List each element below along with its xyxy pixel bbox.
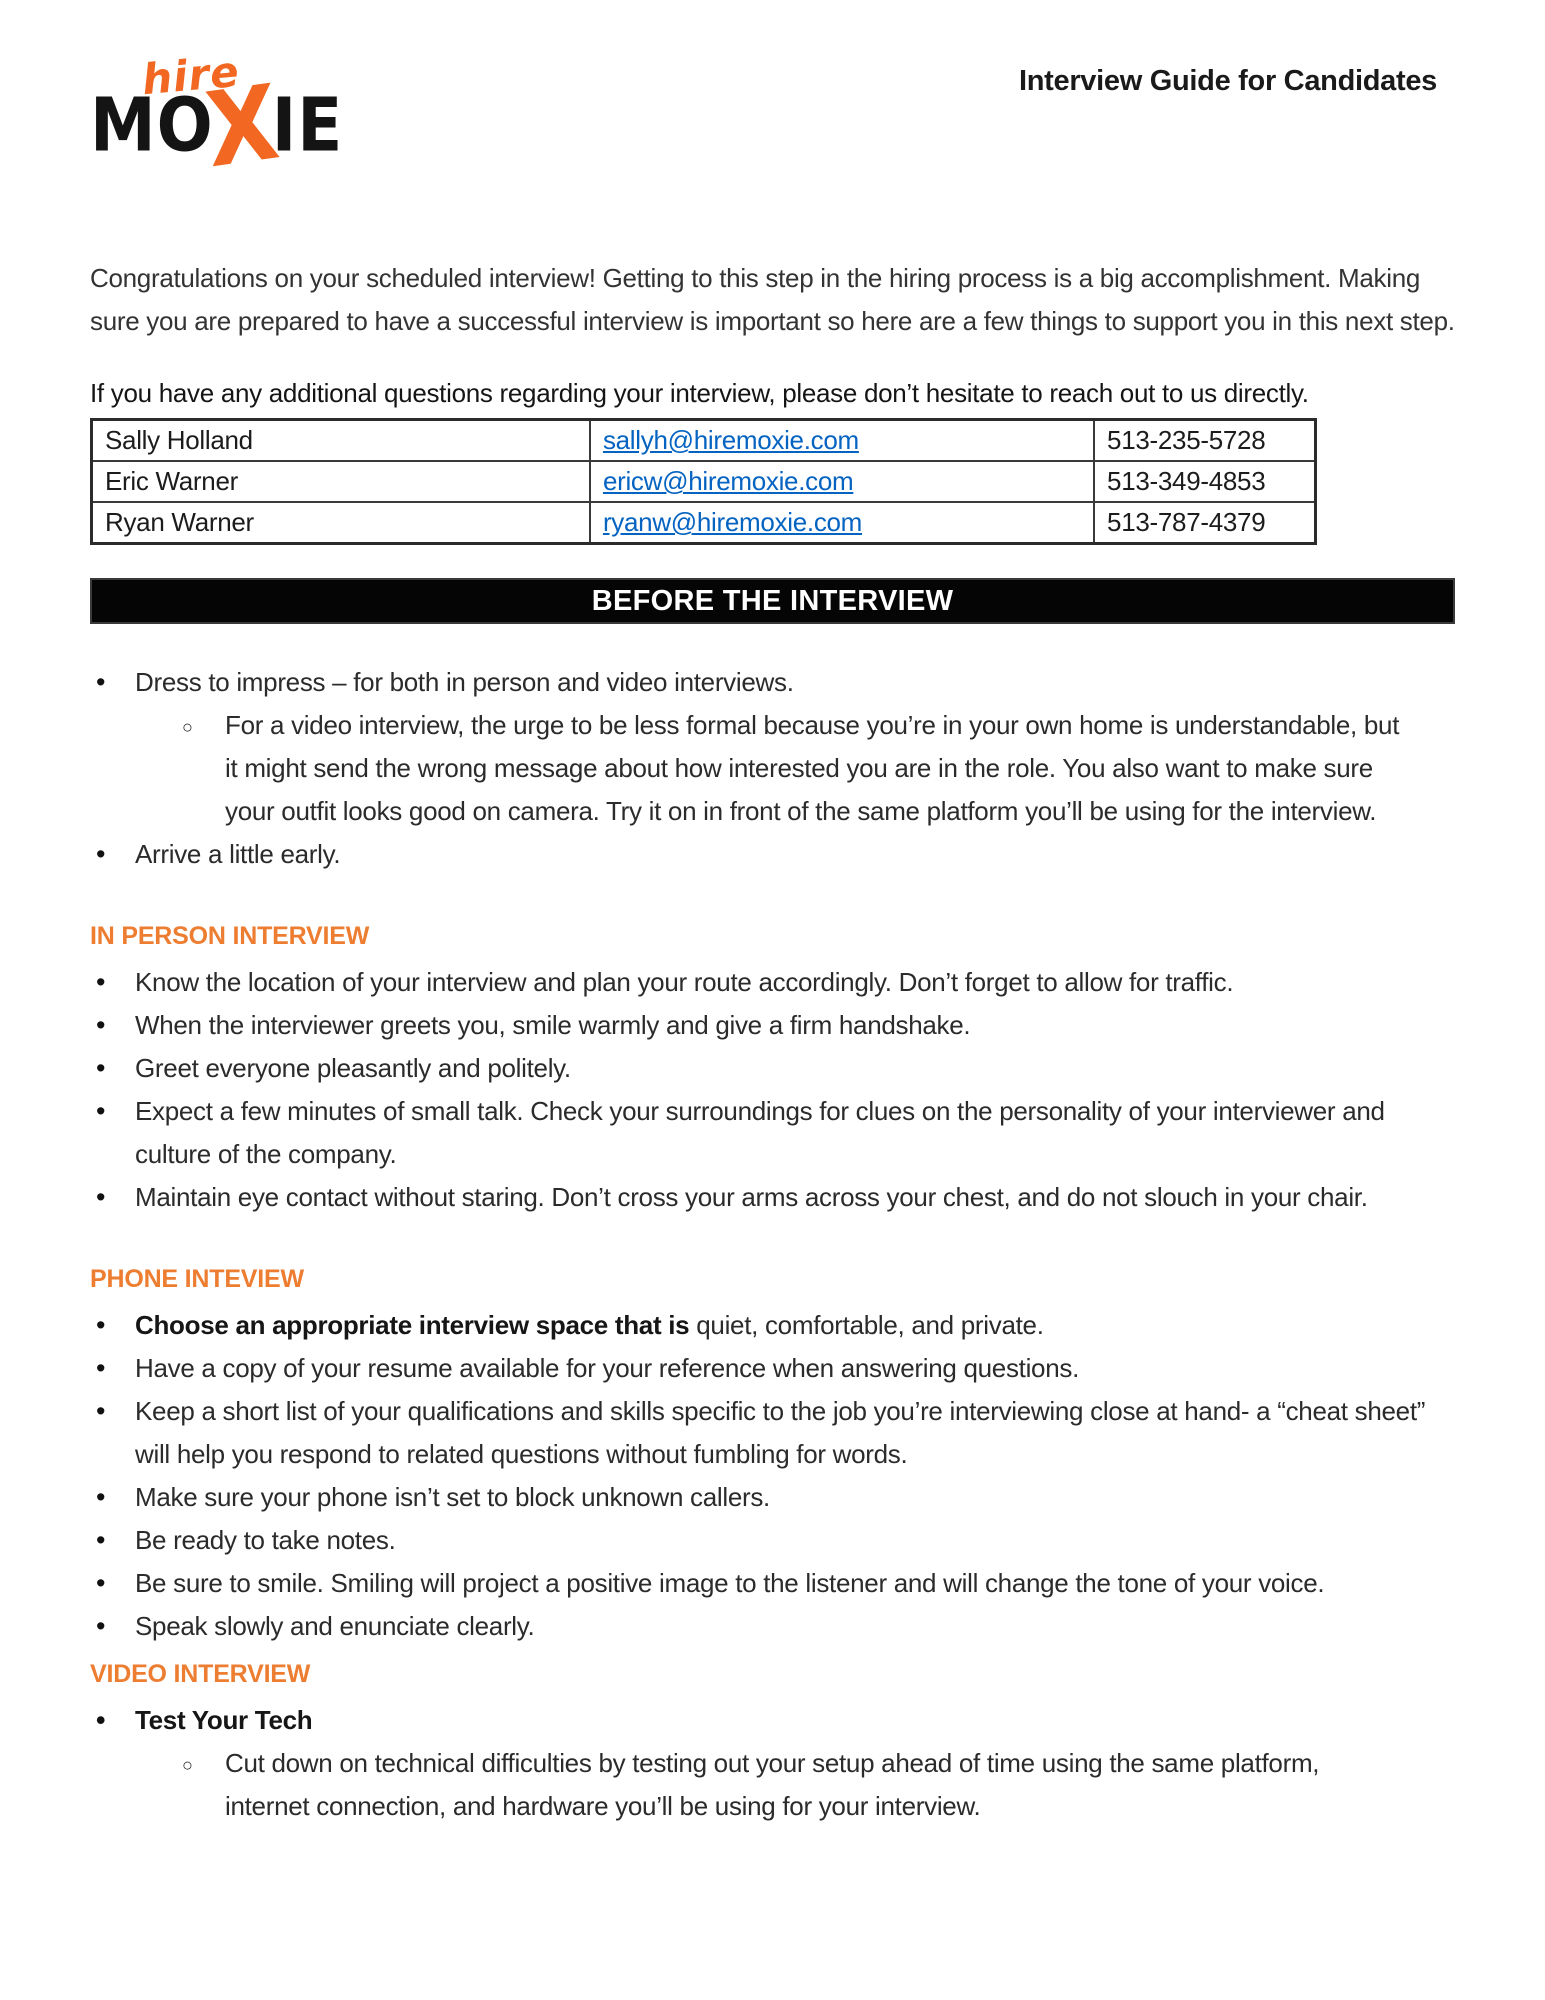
list-subitem [90,704,1420,833]
list-item: • Keep a short list of your qualifications and skills specific to the job you’re interviewing close at hand- a “cheat sheet” will help you respond to related questions without fumbling for words. [90,1390,1455,1476]
list-subitem-text: For a video interview, the urge to be less formal because you’re in your own home is understandable, but it might send the wrong message about how interested you are in the role. You also want to make sure your outfit looks good on camera. Try it on in front of the same platform you’ll be using for the interview. [225,710,1400,826]
contact-name-cell: Sally Holland [92,420,590,462]
logo-wordmark-mo: MO [90,82,214,169]
contact-table [90,418,1317,545]
section-banner [90,578,1455,624]
list-subitem [90,1742,1420,1828]
section-heading-in-person: IN PERSON INTERVIEW [90,922,370,950]
list-item: • Be ready to take notes. [90,1519,1455,1562]
contact-email-link[interactable]: ryanw@hiremoxie.com [602,507,863,537]
before-interview-list [90,661,1455,876]
video-list [90,1699,1455,1828]
list-item-rest: quiet, comfortable, and private. [689,1310,1044,1340]
list-item [90,1304,1455,1347]
contact-phone-cell: 513-349-4853 [1094,461,1315,502]
section-heading-video: VIDEO INTERVIEW [90,1660,311,1688]
section-banner-title: BEFORE THE INTERVIEW [591,584,954,617]
list-subitem-text: Cut down on technical difficulties by testing out your setup ahead of time using the same platform, internet connection, and hardware you’ll be using for your interview. [225,1748,1320,1821]
contact-phone-cell: 513-787-4379 [1094,502,1315,544]
contact-phone-cell: 513-235-5728 [1094,420,1315,462]
table-row [92,461,1316,502]
phone-list [90,1304,1455,1648]
logo-hire-text: hire [140,46,242,105]
list-item: • Make sure your phone isn’t set to block unknown callers. [90,1476,1455,1519]
list-item: • Speak slowly and enunciate clearly. [90,1605,1455,1648]
contact-name-cell: Ryan Warner [92,502,590,544]
list-item: • Dress to impress – for both in person and video interviews. [90,661,1455,704]
table-row [92,502,1316,544]
list-item: • When the interviewer greets you, smile warmly and give a firm handshake. [90,1004,1455,1047]
list-item: • Test Your Tech [90,1699,1455,1742]
contact-email-link[interactable]: sallyh@hiremoxie.com [602,425,859,455]
contact-email-cell [590,420,1094,462]
logo-wordmark-ie: IE [271,82,344,169]
list-item: • Maintain eye contact without staring. Don’t cross your arms across your chest, and do not slouch in your chair. [90,1176,1455,1219]
list-item: • Be sure to smile. Smiling will project a positive image to the listener and will change the tone of your voice. [90,1562,1455,1605]
list-item: • Arrive a little early. [90,833,1455,876]
logo-x-letter: X [200,62,285,192]
hiremoxie-logo [90,46,370,205]
page-header [90,46,1455,205]
contact-lead-text: If you have any additional questions regarding your interview, please don’t hesitate to reach out to us directly. [90,378,1309,408]
table-row [92,420,1316,462]
list-item: • Know the location of your interview and plan your route accordingly. Don’t forget to allow for traffic. [90,961,1455,1004]
contact-email-link[interactable]: ericw@hiremoxie.com [602,466,854,496]
list-item-bold-lead: Choose an appropriate interview space that is [135,1310,690,1340]
contact-email-cell [590,461,1094,502]
list-item: • Have a copy of your resume available for your reference when answering questions. [90,1347,1455,1390]
section-heading-phone: PHONE INTEVIEW [90,1265,304,1293]
page-title: Interview Guide for Candidates [1018,65,1437,97]
list-item: • Greet everyone pleasantly and politely. [90,1047,1455,1090]
contact-name-cell: Eric Warner [92,461,590,502]
contact-email-cell [590,502,1094,544]
in-person-list [90,961,1455,1219]
intro-paragraph: Congratulations on your scheduled interview! Getting to this step in the hiring process is a big accomplishment. Making sure you are prepared to have a successful interview is important so here are a few things to support you in this next step. [90,263,1455,336]
list-item: • Expect a few minutes of small talk. Check your surroundings for clues on the personality of your interviewer and culture of the company. [90,1090,1455,1176]
